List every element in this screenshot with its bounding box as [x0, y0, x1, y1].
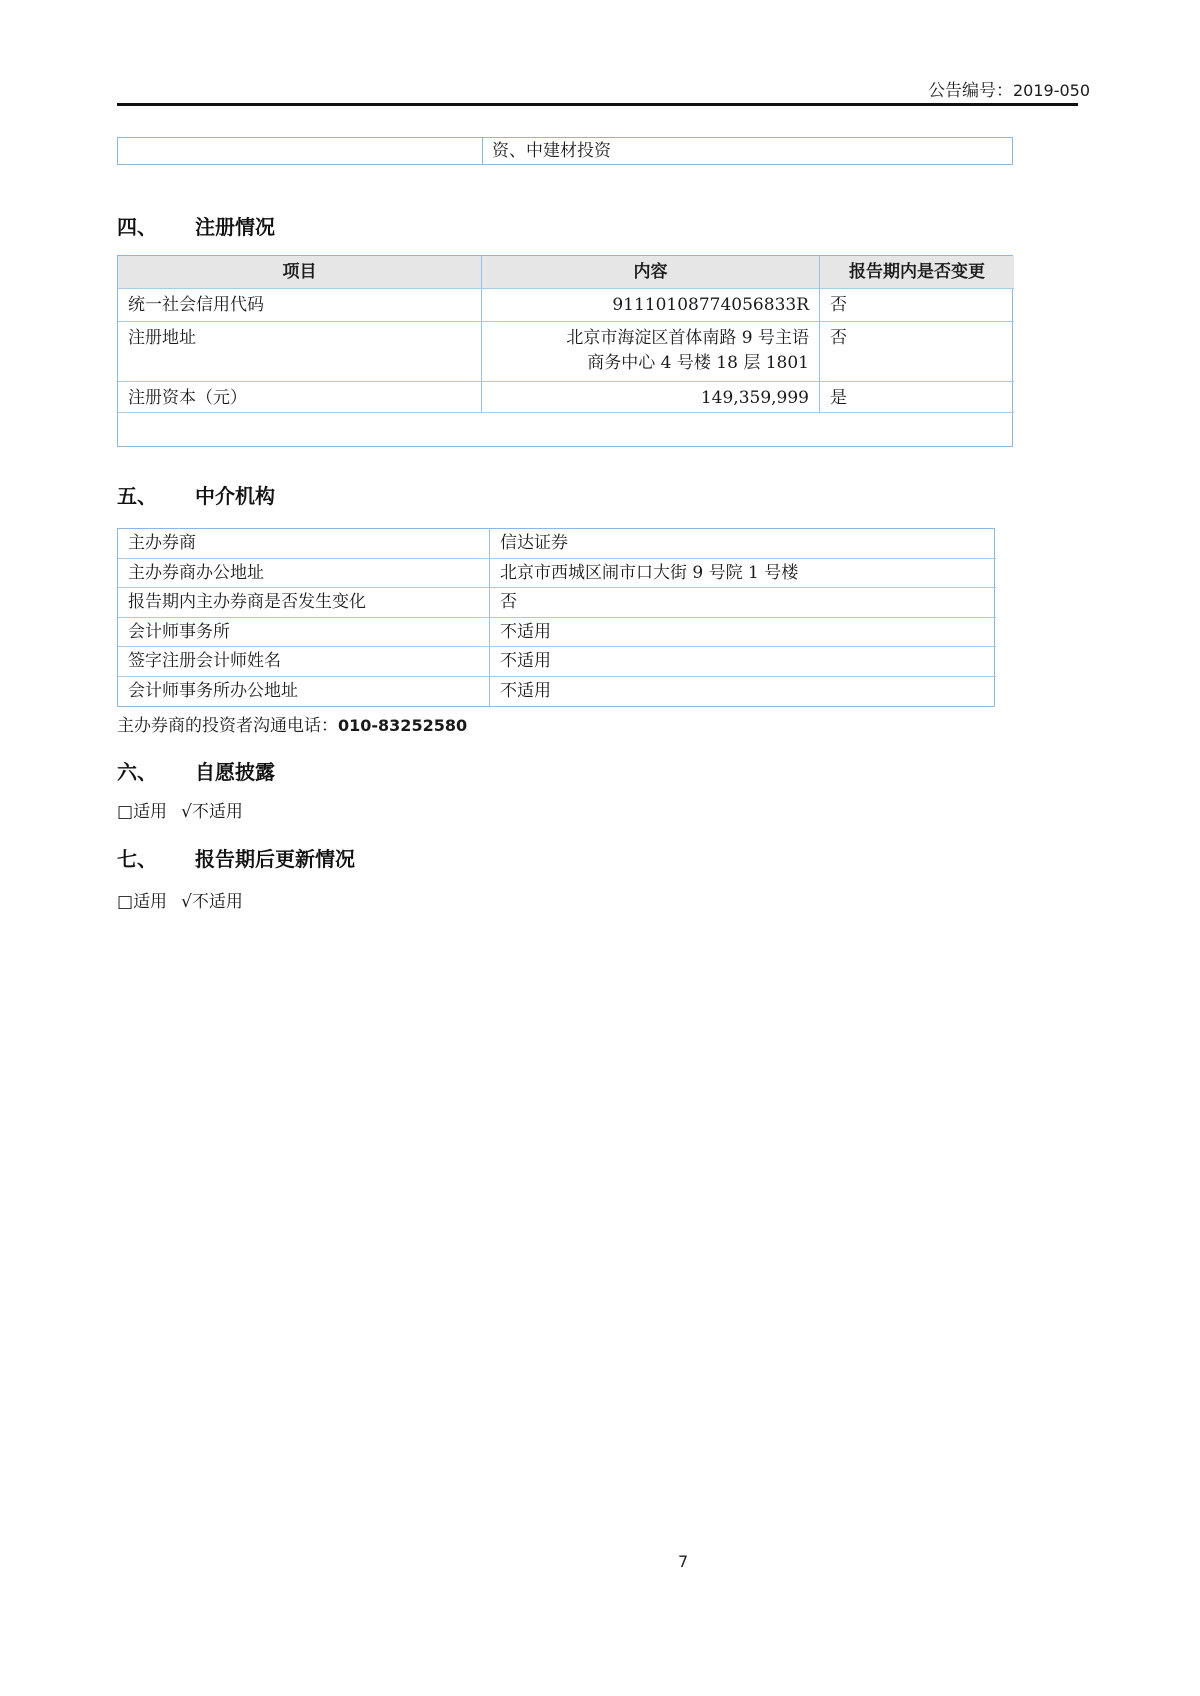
page-number: 7	[678, 1552, 689, 1571]
continuation-empty-cell	[118, 138, 483, 164]
check-mark-icon: √	[181, 892, 192, 912]
agency-row-sponsor-value: 信达证券	[490, 529, 996, 559]
section-index: 四、	[117, 215, 157, 239]
reg-empty-row	[118, 413, 1014, 446]
agency-row-sponsor-change-value: 否	[490, 588, 996, 618]
continuation-value-cell: 资、中建材投资	[492, 141, 611, 161]
section-title: 中介机构	[195, 484, 275, 508]
section-index: 六、	[117, 760, 157, 784]
announcement-number-line	[928, 76, 1090, 101]
section-title: 报告期后更新情况	[195, 847, 355, 871]
section-heading-voluntary-disclosure	[117, 756, 275, 785]
announcement-number-value: 2019-050	[1012, 81, 1090, 100]
section-title: 自愿披露	[195, 760, 275, 784]
agency-row-accounting-firm-label: 会计师事务所	[118, 618, 490, 648]
post-period-update-applicability	[117, 887, 243, 912]
checkbox-unchecked-icon: □	[117, 892, 134, 912]
checkbox-unchecked-icon: □	[117, 802, 134, 822]
section-title: 注册情况	[195, 215, 275, 239]
reg-row-address-value	[482, 322, 820, 382]
section-index: 五、	[117, 484, 157, 508]
reg-row-capital-changed: 是	[820, 382, 1014, 413]
section-heading-post-period-update	[117, 843, 355, 872]
announcement-number-label: 公告编号：	[927, 81, 1013, 101]
continuation-table-fragment	[117, 137, 1013, 165]
agency-row-firm-address-label: 会计师事务所办公地址	[118, 677, 490, 707]
section-heading-registration	[117, 211, 275, 240]
agency-row-sponsor-label: 主办券商	[118, 529, 490, 559]
agency-row-sponsor-change-label: 报告期内主办券商是否发生变化	[118, 588, 490, 618]
reg-col-header-item: 项目	[118, 256, 482, 289]
reg-row-capital-item: 注册资本（元）	[118, 382, 482, 413]
reg-row-address-item: 注册地址	[118, 322, 482, 382]
agency-row-cpa-name-value: 不适用	[490, 647, 996, 677]
reg-col-header-content: 内容	[482, 256, 820, 289]
agency-table	[117, 528, 995, 707]
applicable-label: 适用	[133, 892, 168, 912]
agency-row-sponsor-address-value: 北京市西城区闹市口大街 9 号院 1 号楼	[490, 559, 996, 589]
registration-table	[117, 255, 1013, 447]
section-index: 七、	[117, 847, 157, 871]
investor-phone-number: 010-83252580	[338, 716, 468, 735]
voluntary-disclosure-applicability	[117, 797, 243, 822]
reg-address-line1: 北京市海淀区首体南路 9 号主语	[566, 328, 809, 348]
reg-address-line2: 商务中心 4 号楼 18 层 1801	[587, 353, 809, 373]
reg-row-address-changed: 否	[820, 322, 1014, 382]
agency-row-firm-address-value: 不适用	[500, 680, 551, 701]
not-applicable-label: 不适用	[191, 892, 243, 912]
investor-phone-line	[117, 711, 467, 736]
investor-phone-label: 主办券商的投资者沟通电话：	[117, 716, 338, 736]
check-mark-icon: √	[181, 802, 192, 822]
reg-row-credit-code-value: 91110108774056833R	[482, 289, 820, 322]
reg-row-credit-code-item: 统一社会信用代码	[118, 289, 482, 322]
agency-row-sponsor-address-label: 主办券商办公地址	[118, 559, 490, 589]
reg-row-credit-code-changed: 否	[820, 289, 1014, 322]
reg-row-capital-value: 149,359,999	[482, 382, 820, 413]
not-applicable-label: 不适用	[191, 802, 243, 822]
agency-row-cpa-name-label: 签字注册会计师姓名	[118, 647, 490, 677]
agency-row-accounting-firm-value: 不适用	[490, 618, 996, 648]
section-heading-agencies	[117, 480, 275, 509]
header-rule	[117, 103, 1078, 106]
reg-col-header-changed: 报告期内是否变更	[820, 256, 1014, 289]
applicable-label: 适用	[133, 802, 168, 822]
